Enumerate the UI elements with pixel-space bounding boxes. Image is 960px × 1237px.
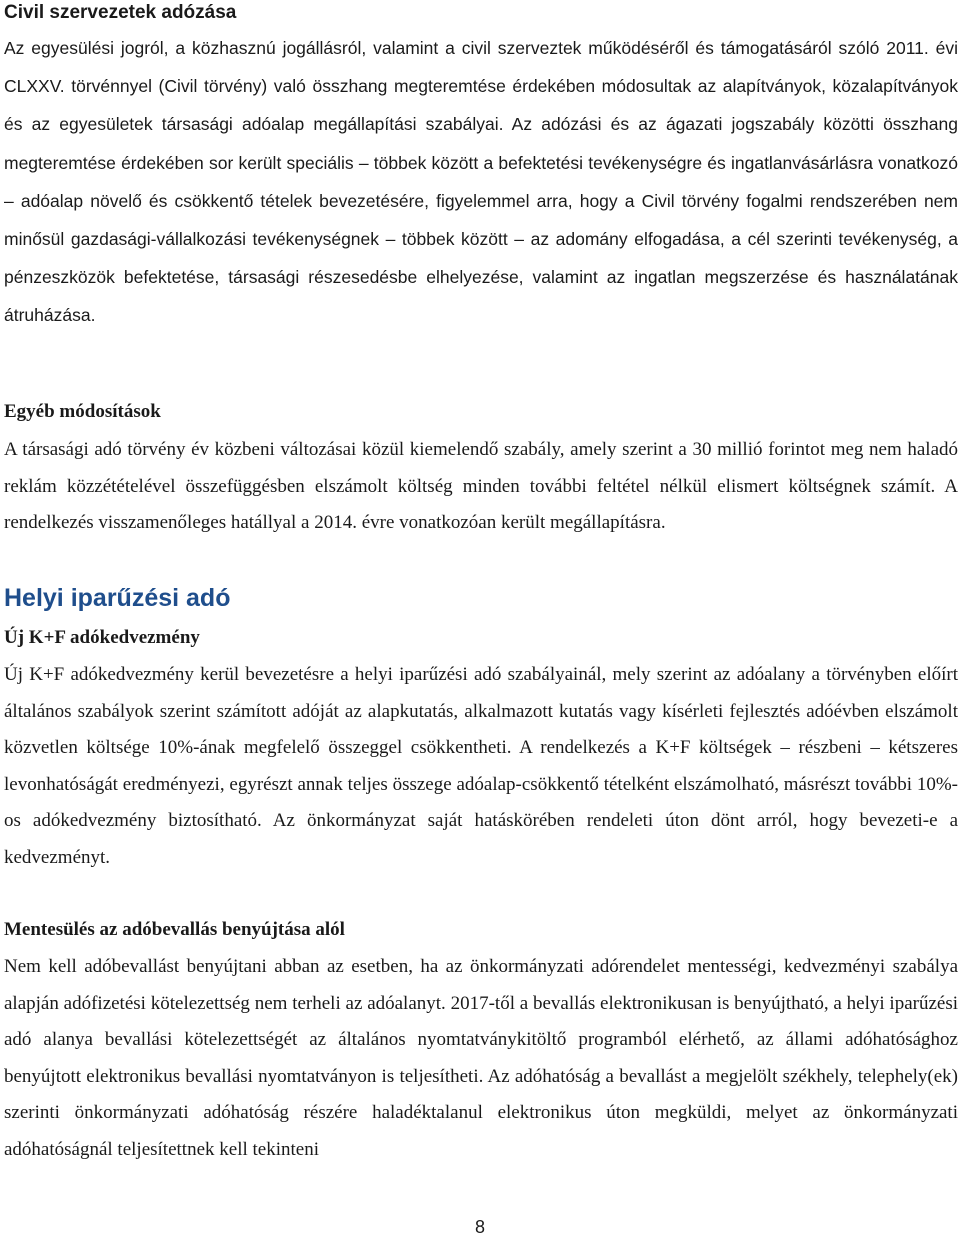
section-heading-kf: Új K+F adókedvezmény <box>4 627 200 648</box>
paragraph-mentesules: Nem kell adóbevallást benyújtani abban az esetben, ha az önkormányzati adórendelet mentességi, kedvezményi szabálya alapján adófizetési kötelezettség nem terheli az adóalanyt. 2017-től a bevallás elektronikusan is benyújtható, a helyi iparűzési adó alanya bevallási kötelezettségét az általános nyomtatványkitöltő programból elérhető, az állami adóhatósághoz benyújtott elektronikus bevallási nyomtatványon is teljesítheti. Az adóhatóság a bevallást a megjelölt székhely, telephely(ek) szerinti önkormányzati adóhatóság részére haladéktalanul elektronikus úton megküldi, melyet az önkormányzati adóhatóságnál teljesítettnek kell tekinteni <box>4 956 958 1160</box>
section-heading-civil: Civil szervezetek adózása <box>4 2 237 23</box>
paragraph-civil: Az egyesülési jogról, a közhasznú jogállásról, valamint a civil szerveztek működéséről és támogatásáról szóló 2011. évi CLXXV. törvénnyel (Civil törvény) való összhang megteremtése érdekében módosultak az alapítványok, közalapítványok és az egyesületek társasági adóalap megállapítási szabályai. Az adózási és az ágazati jogszabály közötti összhang megteremtése érdekében sor került speciális – többek között a befektetési tevékenységre és ingatlanvásárlásra vonatkozó – adóalap növelő és csökkentő tételek bevezetésére, figyelemmel arra, hogy a Civil törvény fogalmi rendszerében nem minősül gazdasági-vállalkozási tevékenységnek – többek között – az adomány elfogadása, a cél szerinti tevékenység, a pénzeszközök befektetése, társasági részesedésbe elhelyezése, valamint az ingatlan megszerzése és használatának átruházása. <box>4 38 958 326</box>
paragraph-egyeb: A társasági adó törvény év közbeni változásai közül kiemelendő szabály, amely szerint a 30 millió forintot meg nem haladó reklám közzétételével összefüggésben elszámolt költség minden további feltétel nélkül elismert költségnek számít. A rendelkezés visszamenőleges hatállyal a 2014. évre vonatkozóan került megállapításra. <box>4 439 958 534</box>
paragraph-kf: Új K+F adókedvezmény kerül bevezetésre a helyi iparűzési adó szabályainál, mely szerint az adóalany a törvényben előírt általános szabályok szerint számított adóját az alapkutatás, alkalmazott kutatás vagy kísérleti fejlesztés adóévben elszámolt közvetlen költsége 10%-ának megfelelő összeggel csökkentheti. A rendelkezés a K+F költségek – részbeni – kétszeres levonhatóságát eredményezi, egyrészt annak teljes összege adóalap-csökkentő tételként elszámolható, másrészt további 10%-os adókedvezmény biztosítható. Az önkormányzat saját hatáskörében rendeleti úton dönt arról, hogy bevezeti-e a kedvezményt. <box>4 664 958 868</box>
page-number: 8 <box>474 1217 485 1237</box>
section-heading-mentesules: Mentesülés az adóbevallás benyújtása alól <box>4 919 345 940</box>
section-title-helyi-iparuzesi-ado: Helyi iparűzési adó <box>4 584 231 612</box>
section-heading-egyeb: Egyéb módosítások <box>4 401 161 422</box>
